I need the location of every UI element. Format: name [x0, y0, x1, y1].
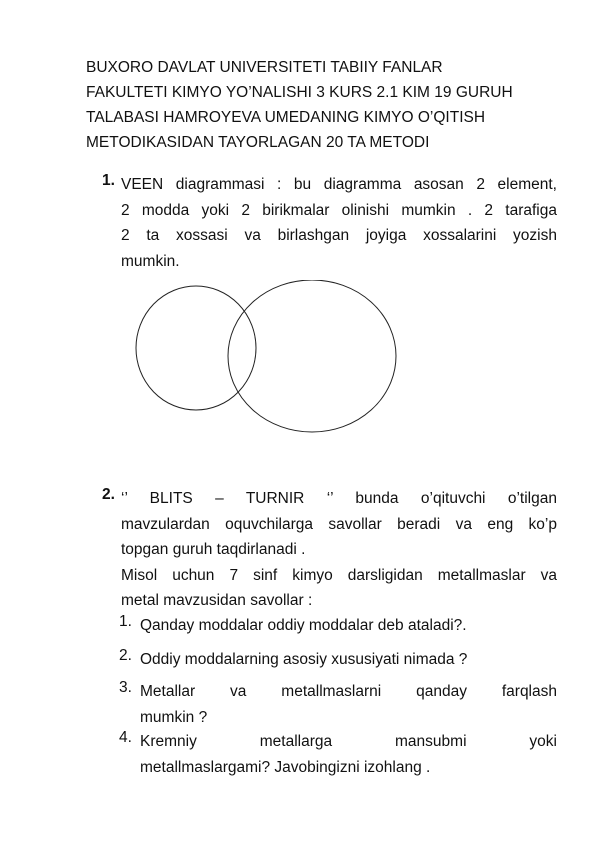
question-number: 4.: [119, 729, 132, 746]
question-number: 1.: [119, 613, 132, 630]
paragraph-line: 2 modda yoki 2 birikmalar olinishi mumkin . 2 tarafiga: [121, 201, 557, 219]
document-heading: [86, 55, 566, 155]
question-item: [140, 729, 557, 780]
heading-line: TALABASI HAMROYEVA UMEDANING KIMYO O’QITISH: [86, 109, 486, 126]
heading-line: BUXORO DAVLAT UNIVERSITETI TABIIY FANLAR: [86, 59, 443, 76]
question-text: metallmaslargami? Javobingizni izohlang .: [140, 758, 431, 776]
paragraph-line: mumkin.: [121, 252, 180, 270]
item-number: 1.: [102, 172, 115, 189]
paragraph-line: ‘’ BLITS – TURNIR ‘’ bunda o’qituvchi o’tilgan: [121, 490, 557, 507]
question-item: [140, 647, 557, 673]
question-text: mumkin ?: [140, 708, 208, 726]
heading-line: METODIKASIDAN TAYORLAGAN 20 TA METODI: [86, 134, 430, 151]
question-number: 3.: [119, 679, 132, 696]
paragraph-line: 2 ta xossasi va birlashgan joyiga xossalarini yozish: [121, 227, 557, 244]
question-text: Oddiy moddalarning asosiy xususiyati nimada ?: [140, 651, 468, 668]
paragraph-line: Misol uchun 7 sinf kimyo darsligidan metallmaslar va: [121, 566, 557, 584]
item2-text: [121, 486, 557, 614]
question-number: 2.: [119, 647, 132, 664]
question-item: [140, 613, 557, 639]
item-number: 2.: [102, 486, 115, 503]
venn-diagram: [130, 280, 430, 440]
item1-text: [121, 172, 557, 274]
venn-circle-right: [228, 280, 396, 432]
paragraph-line: metal mavzusidan savollar :: [121, 592, 313, 609]
heading-line: FAKULTETI KIMYO YO’NALISHI 3 KURS 2.1 KIM 19 GURUH: [86, 84, 513, 101]
question-text: Kremniy metallarga mansubmi yoki: [140, 733, 557, 750]
paragraph-line: mavzulardan oquvchilarga savollar beradi va eng ko’p: [121, 515, 557, 533]
question-text: Qanday moddalar oddiy moddalar deb ataladi?.: [140, 617, 467, 634]
paragraph-line: VEEN diagrammasi : bu diagramma asosan 2 element,: [121, 176, 557, 193]
paragraph-line: topgan guruh taqdirlanadi .: [121, 541, 306, 558]
question-text: Metallar va metallmaslarni qanday farqlash: [140, 683, 557, 700]
question-item: [140, 679, 557, 730]
